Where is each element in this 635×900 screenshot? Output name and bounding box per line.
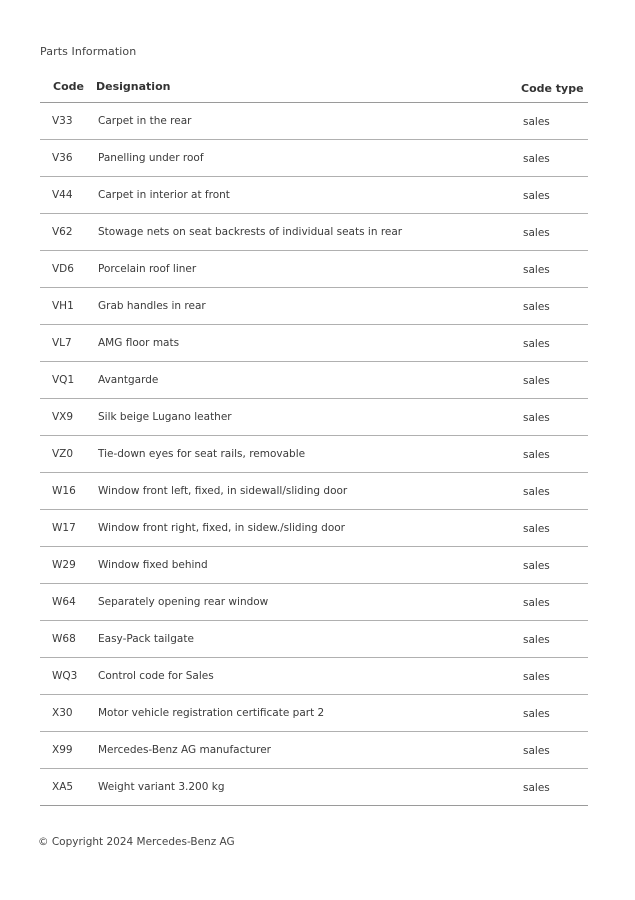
table-header bbox=[40, 68, 588, 103]
table-row bbox=[40, 584, 588, 621]
row-designation: AMG floor mats bbox=[98, 337, 180, 349]
table-row bbox=[40, 658, 588, 695]
table-row bbox=[40, 325, 588, 362]
row-designation: Grab handles in rear bbox=[98, 300, 206, 312]
row-code: W64 bbox=[52, 596, 76, 608]
row-designation: Carpet in the rear bbox=[98, 115, 192, 127]
row-designation: Carpet in interior at front bbox=[98, 189, 230, 201]
table-row bbox=[40, 177, 588, 214]
row-code: VQ1 bbox=[52, 374, 75, 386]
row-code: V36 bbox=[52, 152, 73, 164]
row-designation: Porcelain roof liner bbox=[98, 263, 197, 275]
row-code-type: sales bbox=[523, 375, 550, 387]
row-code: W29 bbox=[52, 559, 76, 571]
row-designation: Weight variant 3.200 kg bbox=[98, 781, 225, 793]
row-code: V33 bbox=[52, 115, 73, 127]
row-code-type: sales bbox=[523, 523, 550, 535]
row-code-type: sales bbox=[523, 634, 550, 646]
row-code: WQ3 bbox=[52, 670, 78, 682]
row-code: VH1 bbox=[52, 300, 74, 312]
row-code-type: sales bbox=[523, 597, 550, 609]
row-designation: Motor vehicle registration certificate part 2 bbox=[98, 707, 325, 719]
header-code-type: Code type bbox=[521, 82, 584, 95]
row-code-type: sales bbox=[523, 264, 550, 276]
table-row bbox=[40, 251, 588, 288]
row-code: VX9 bbox=[52, 411, 74, 423]
row-designation: Window front left, fixed, in sidewall/sliding door bbox=[98, 485, 348, 497]
section-title: Parts Information bbox=[40, 45, 137, 58]
row-code: V62 bbox=[52, 226, 73, 238]
row-code-type: sales bbox=[523, 190, 550, 202]
row-code-type: sales bbox=[523, 745, 550, 757]
table-row bbox=[40, 732, 588, 769]
table-row bbox=[40, 547, 588, 584]
row-code-type: sales bbox=[523, 227, 550, 239]
row-code-type: sales bbox=[523, 671, 550, 683]
row-designation: Avantgarde bbox=[98, 374, 159, 386]
row-code: X99 bbox=[52, 744, 73, 756]
table-row bbox=[40, 399, 588, 436]
row-code: W17 bbox=[52, 522, 76, 534]
row-designation: Easy-Pack tailgate bbox=[98, 633, 194, 645]
table-row bbox=[40, 140, 588, 177]
table-body bbox=[40, 103, 588, 806]
row-designation: Window front right, fixed, in sidew./sliding door bbox=[98, 522, 346, 534]
table-row bbox=[40, 436, 588, 473]
row-code-type: sales bbox=[523, 560, 550, 572]
row-code-type: sales bbox=[523, 486, 550, 498]
row-code: XA5 bbox=[52, 781, 74, 793]
row-code-type: sales bbox=[523, 782, 550, 794]
row-designation: Silk beige Lugano leather bbox=[98, 411, 232, 423]
table-row bbox=[40, 769, 588, 806]
row-code-type: sales bbox=[523, 153, 550, 165]
table-row bbox=[40, 621, 588, 658]
row-code-type: sales bbox=[523, 116, 550, 128]
row-code-type: sales bbox=[523, 338, 550, 350]
row-code-type: sales bbox=[523, 449, 550, 461]
row-code: VZ0 bbox=[52, 448, 74, 460]
table-row bbox=[40, 214, 588, 251]
copyright-notice: © Copyright 2024 Mercedes-Benz AG bbox=[38, 836, 235, 848]
row-code: VD6 bbox=[52, 263, 74, 275]
row-code: VL7 bbox=[52, 337, 72, 349]
table-row bbox=[40, 288, 588, 325]
row-designation: Window fixed behind bbox=[98, 559, 208, 571]
row-code: W16 bbox=[52, 485, 76, 497]
row-designation: Separately opening rear window bbox=[98, 596, 269, 608]
header-designation: Designation bbox=[96, 80, 171, 93]
row-code: V44 bbox=[52, 189, 73, 201]
row-code-type: sales bbox=[523, 708, 550, 720]
table-row bbox=[40, 473, 588, 510]
row-code-type: sales bbox=[523, 301, 550, 313]
table-row bbox=[40, 510, 588, 547]
row-designation: Stowage nets on seat backrests of individual seats in rear bbox=[98, 226, 403, 238]
row-designation: Mercedes-Benz AG manufacturer bbox=[98, 744, 271, 756]
row-designation: Panelling under roof bbox=[98, 152, 204, 164]
row-designation: Control code for Sales bbox=[98, 670, 214, 682]
table-row bbox=[40, 362, 588, 399]
row-code: X30 bbox=[52, 707, 73, 719]
row-code: W68 bbox=[52, 633, 76, 645]
row-code-type: sales bbox=[523, 412, 550, 424]
table-row bbox=[40, 695, 588, 732]
row-designation: Tie-down eyes for seat rails, removable bbox=[98, 448, 306, 460]
header-code: Code bbox=[53, 80, 84, 93]
table-row bbox=[40, 103, 588, 140]
